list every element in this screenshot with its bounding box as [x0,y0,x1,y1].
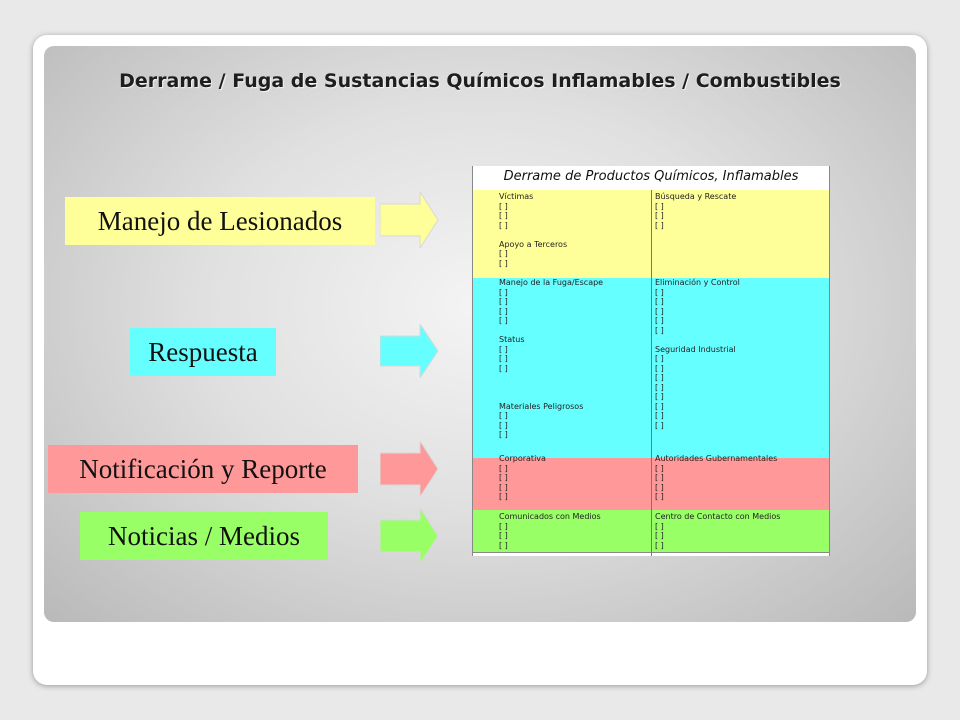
checkbox-item: [ ] [655,201,664,211]
list-spacer [499,230,567,240]
checkbox-item: [ ] [499,482,508,492]
checkbox-item: [ ] [655,531,664,540]
arrow-right-icon [380,192,440,248]
list-green-right [655,512,780,550]
checkbox-item: [ ] [655,220,664,230]
slide-title: Derrame / Fuga de Sustancias Químicos Inflamables / Combustibles [119,70,841,92]
table-caption: Derrame de Productos Químicos, Inflamables [473,166,829,191]
list-yellow-left [499,192,567,268]
checkbox-item: [ ] [499,249,508,258]
checkbox-item: [ ] [499,258,508,268]
checkbox-item: [ ] [655,411,664,420]
checkbox-item: [ ] [655,482,664,492]
checkbox-item: [ ] [655,392,664,401]
checkbox-item: [ ] [499,201,508,211]
checkbox-item: [ ] [655,473,664,482]
list-green-left [499,512,601,550]
label-respuesta: Respuesta [130,328,276,376]
list-cyan-right [655,278,740,430]
checkbox-item: [ ] [655,306,664,316]
checkbox-item: [ ] [499,287,508,297]
list-heading: Apoyo a Terceros [499,239,568,249]
checklist-table [472,166,830,556]
checkbox-item: [ ] [499,316,508,325]
list-heading: Víctimas [499,192,534,201]
list-heading: Manejo de la Fuga/Escape [499,278,604,287]
checkbox-item: [ ] [499,411,508,420]
checkbox-item: [ ] [655,373,664,382]
checkbox-item: [ ] [655,297,664,306]
list-spacer [499,383,603,393]
label-manejo-lesionados: Manejo de Lesionados [65,197,375,245]
checkbox-item: [ ] [499,297,508,306]
checkbox-item: [ ] [499,211,508,220]
checkbox-item: [ ] [655,316,664,325]
list-spacer [499,326,603,336]
list-heading: Centro de Contacto con Medios [655,512,781,521]
column-divider [651,190,652,556]
checkbox-item: [ ] [655,211,664,220]
checkbox-item: [ ] [655,492,664,501]
arrow-right-icon [380,441,440,497]
checkbox-item: [ ] [655,287,664,297]
checkbox-item: [ ] [499,363,508,373]
list-cyan-left [499,278,603,440]
checkbox-item: [ ] [499,420,508,430]
arrow-right-icon [380,508,440,564]
list-heading: Comunicados con Medios [499,512,601,521]
checkbox-item: [ ] [499,531,508,540]
list-heading: Eliminación y Control [655,278,740,287]
list-heading: Autoridades Gubernamentales [655,454,778,463]
checkbox-item: [ ] [655,521,664,531]
checkbox-item: [ ] [655,463,664,473]
list-heading: Status [499,335,525,344]
list-heading: Seguridad Industrial [655,344,736,354]
list-spacer [655,335,740,345]
checkbox-item: [ ] [499,354,508,363]
list-heading: Materiales Peligrosos [499,401,584,411]
checkbox-item: [ ] [655,354,664,363]
checkbox-item: [ ] [499,492,508,501]
checkbox-item: [ ] [655,420,664,430]
list-spacer [499,392,603,402]
checkbox-item: [ ] [655,325,664,335]
list-heading: Corporativa [499,454,546,463]
arrow-right-icon [380,324,440,378]
checkbox-item: [ ] [499,463,508,473]
checkbox-item: [ ] [499,306,508,316]
checkbox-item: [ ] [655,382,664,392]
checkbox-item: [ ] [499,521,508,531]
label-noticias-medios: Noticias / Medios [80,512,328,560]
list-yellow-right [655,192,736,230]
label-notificacion-reporte: Notificación y Reporte [48,445,358,493]
checkbox-item: [ ] [655,363,664,373]
checkbox-item: [ ] [499,473,508,482]
list-pink-left [499,454,546,502]
checkbox-item: [ ] [499,540,508,550]
checkbox-item: [ ] [499,220,508,230]
list-pink-right [655,454,777,502]
list-spacer [499,373,603,383]
checkbox-item: [ ] [655,401,664,411]
list-heading: Búsqueda y Rescate [655,192,737,201]
checkbox-item: [ ] [499,430,508,439]
checkbox-item: [ ] [655,540,664,550]
checkbox-item: [ ] [499,344,508,354]
